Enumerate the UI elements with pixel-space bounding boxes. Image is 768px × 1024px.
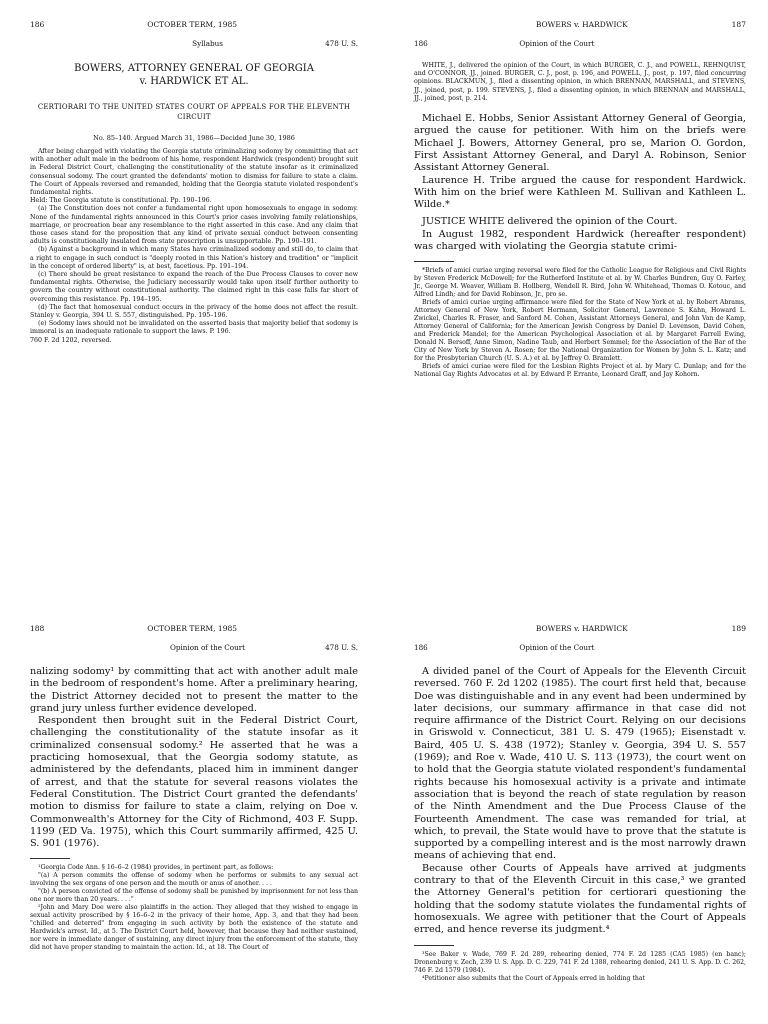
reversed-line: 760 F. 2d 1202, reversed. xyxy=(30,336,112,344)
certiorari-line: CERTIORARI TO THE UNITED STATES COURT OF APPEALS FOR THE ELEVENTH CIRCUIT xyxy=(37,103,351,121)
holding-b: (b) Against a background in which many States have criminalized sodomy and still do, to claim that a right to engage in such conduct is "deeply rooted in this Nation's history and tradition" or "implicit in the concept of ordered liberty" is, at best, facetious. Pp. 191–194. xyxy=(30,246,358,270)
footnote-3: ³See Baker v. Wade, 769 F. 2d 289, rehearing denied, 774 F. 2d 1285 (CA5 1985) (en banc); Dronenburg v. Zech, 239 U. S. App. D. C. 229, 741 F. 2d 1388, rehearing denied, 241 U. S. App. D. C. 262, 746 F. 2d 1579 (1984). xyxy=(414,950,746,974)
running-title: BOWERS v. HARDWICK xyxy=(535,624,628,633)
district-court-paragraph: Respondent then brought suit in the Federal District Court, challenging the constitutionality of the statute insofar as it criminalized consensual sodomy.² He asserted that he was a practicing homosexual, that the Georgia sodomy statute, as administered by the defendants, placed him in imminent danger of arrest, and that the statute for several reasons violates the Federal Constitution. The District Court granted the defendants' motion to dismiss for failure to state a claim, relying on Doe v. Commonwealth's Attorney for the City of Richmond, 403 F. Supp. 1199 (ED Va. 1975), which this Court summarily affirmed, 425 U. S. 901 (1976). xyxy=(30,715,358,850)
sub-head xyxy=(30,39,358,48)
running-title: BOWERS v. HARDWICK xyxy=(535,20,628,29)
page-187 xyxy=(392,0,764,500)
continued-paragraph: nalizing sodomy¹ by committing that act with another adult male in the bedroom of respondent's home. After a preliminary hearing, the District Attorney decided not to present the matter to the grand jury unless further evidence developed. xyxy=(30,666,358,714)
sub-head xyxy=(414,39,746,48)
section-label: Opinion of the Court xyxy=(170,643,246,652)
running-head xyxy=(414,20,746,29)
footnote-1: ¹Georgia Code Ann. § 16–6–2 (1984) provides, in pertinent part, as follows: xyxy=(38,864,274,872)
holding-a: (a) The Constitution does not confer a fundamental right upon homosexuals to engage in sodomy. None of the fundamental rights announced in this Court's prior cases involving family relationships, marriage, or procreation bear any resemblance to the right asserted in this case. And any claim that those cases stand for the proposition that any kind of private sexual conduct between consenting adults is constitutionally insulated from state proscription is unsupportable. Pp. 190–191. xyxy=(30,205,358,246)
held-line: Held: The Georgia statute is constitutional. Pp. 190–196. xyxy=(30,197,212,205)
running-head xyxy=(414,624,746,633)
section-label: Opinion of the Court xyxy=(519,39,595,48)
term-heading: OCTOBER TERM, 1985 xyxy=(147,624,238,633)
page-number: 188 xyxy=(30,624,45,633)
footnote-rule xyxy=(30,858,70,859)
sub-head xyxy=(30,643,358,652)
joiners-paragraph: WHITE, J., delivered the opinion of the Court, in which BURGER, C. J., and POWELL, REHNQUIST, and O'CONNOR, JJ., joined. BURGER, C. J., post, p. 196, and POWELL, J., post, p. 197, filed concurring opinions. BLACKMUN, J., filed a dissenting opinion, in which BRENNAN, MARSHALL, and STEVENS, JJ., joined, post, p. 199. STEVENS, J., filed a dissenting opinion, in which BRENNAN and MARSHALL, JJ., joined, post, p. 214. xyxy=(414,62,746,102)
syllabus-summary: After being charged with violating the Georgia statute criminalizing sodomy by committing that act with another adult male in the bedroom of his home, respondent Hardwick (respondent) brought suit in Federal District Court, challenging the constitutionality of the statute insofar as it criminalized consensual sodomy. The court granted the defendants' motion to dismiss for failure to state a claim. The Court of Appeals reversed and remanded, holding that the Georgia statute violated respondent's fundamental rights. xyxy=(30,148,358,197)
appeals-paragraph: A divided panel of the Court of Appeals for the Eleventh Circuit reversed. 760 F. 2d 1202 (1985). The court first held that, because Doe was distinguishable and in any event had been undermined by later decisions, our summary affirmance in that case did not require affirmance of the District Court. Relying on our decisions in Griswold v. Connecticut, 381 U. S. 479 (1965); Eisenstadt v. Baird, 405 U. S. 438 (1972); Stanley v. Georgia, 394 U. S. 557 (1969); and Roe v. Wade, 410 U. S. 113 (1973), the court went on to hold that the Georgia statute violated respondent's fundamental rights because his homosexual activity is a private and intimate association that is beyond the reach of state regulation by reason of the Ninth Amendment and the Due Process Clause of the Fourteenth Amendment. The case was remanded for trial, at which, to prevail, the State would have to prove that the statute is supported by a compelling interest and is the most narrowly drawn means of achieving that end. xyxy=(414,666,746,862)
volume-label: 478 U. S. xyxy=(325,643,358,652)
footnote-1a: "(a) A person commits the offense of sodomy when he performs or submits to any sexual act involving the sex organs of one person and the mouth or anus of another. . . . xyxy=(30,872,358,888)
section-label: Syllabus xyxy=(192,39,223,48)
page-number: 187 xyxy=(731,20,746,29)
footnote-reversal-amici: *Briefs of amici curiae urging reversal were filed for the Catholic League for Religious and Civil Rights by Steven Frederick McDowell; for the Rutherford Institute et al. by W. Charles Bundren, Guy O. Farley, Jr., George M. Weaver, William B. Hollberg, Wendell R. Bird, John W. Whitehead, Thomas O. Kotouc, and Alfred Lindh; and for David Robinson, Jr., pro se. xyxy=(414,267,746,299)
volume-label: 478 U. S. xyxy=(325,39,358,48)
page-number: 186 xyxy=(30,20,45,29)
footnote-other-amici: Briefs of amici curiae were filed for the Lesbian Rights Project et al. by Mary C. Dunlap; and for the National Gay Rights Advocates et al. by Edward P. Errante, Leonard Graff, and Jay Kohorn. xyxy=(414,363,746,379)
case-title: BOWERS, ATTORNEY GENERAL OF GEORGIA v. HARDWICK ET AL. xyxy=(74,63,314,87)
footnote-4: ⁴Petitioner also submits that the Court of Appeals erred in holding that xyxy=(422,974,646,982)
footnote-affirmance-amici: Briefs of amici curiae urging affirmance were filed for the State of New York et al. by Robert Abrams, Attorney General of New York, Robert Hermann, Solicitor General, Lawrence S. Kahn, Howard L. Zwickel, Charles R. Fraser, and Sanford M. Cohen, Assistant Attorneys General, and John Van de Kamp, Attorney General of California; for the American Jewish Congress by Daniel D. Levenson, David Cohen, and Frederick Mandel; for the American Psychological Association et al. by Margaret Farrell Ewing, Donald N. Bersoff, Anne Simon, Nadine Taub, and Herbert Semmel; for the Association of the Bar of the City of New York by Steven A. Rosen; for the National Organization for Women by John S. L. Katz; and for the Presbyterian Church (U. S. A.) et al. by Jeffrey O. Bramlett. xyxy=(414,299,746,363)
page-186 xyxy=(0,0,372,500)
section-label: Opinion of the Court xyxy=(519,643,595,652)
left-page-ref: 186 xyxy=(414,39,428,48)
holding-c: (c) There should be great resistance to expand the reach of the Due Process Clauses to cover new fundamental rights. Otherwise, the Judiciary necessarily would take upon itself further authority to govern the country without constitutional authority. The claimed right in this case falls far short of overcoming this resistance. Pp. 194–195. xyxy=(30,271,358,303)
counsel-respondent: Laurence H. Tribe argued the cause for respondent Hardwick. With him on the brief were Kathleen M. Sullivan and Kathleen L. Wilde.* xyxy=(414,174,746,211)
counsel-petitioner: Michael E. Hobbs, Senior Assistant Attorney General of Georgia, argued the cause for petitioner. With him on the briefs were Michael J. Bowers, Attorney General, pro se, Marion O. Gordon, First Assistant Attorney General, and Daryl A. Robinson, Senior Assistant Attorney General. xyxy=(414,113,746,174)
delivered-line: JUSTICE WHITE delivered the opinion of the Court. xyxy=(422,216,678,228)
running-head xyxy=(30,624,358,633)
certiorari-paragraph: Because other Courts of Appeals have arrived at judgments contrary to that of the Eleventh Circuit in this case,³ we granted the Attorney General's petition for certiorari questioning the holding that the sodomy statute violates the fundamental rights of homosexuals. We agree with petitioner that the Court of Appeals erred, and hence reverse its judgment.⁴ xyxy=(414,862,746,936)
opening-paragraph: In August 1982, respondent Hardwick (hereafter respondent) was charged with violating the Georgia statute crimi- xyxy=(414,228,746,252)
holding-d: (d) The fact that homosexual conduct occurs in the privacy of the home does not affect the result. Stanley v. Georgia, 394 U. S. 557, distinguished. Pp. 195–196. xyxy=(30,303,358,320)
left-page-ref: 186 xyxy=(414,643,428,652)
footnote-1b: "(b) A person convicted of the offense of sodomy shall be punished by imprisonment for not less than one nor more than 20 years. . . ." xyxy=(30,888,358,904)
term-heading: OCTOBER TERM, 1985 xyxy=(147,20,238,29)
page-number: 189 xyxy=(731,624,746,633)
footnote-rule xyxy=(414,945,454,946)
footnote-2: ²John and Mary Doe were also plaintiffs in the action. They alleged that they wished to engage in sexual activity proscribed by § 16–6–2 in the privacy of their home, App. 3, and that they had been "chilled and deterred" from engaging in such activity by both the existence of the statute and Hardwick's arrest. Id., at 5. The District Court held, however, that because they had neither sustained, nor were in immediate danger of sustaining, any direct injury from the enforcement of the statute, they did not have proper standing to maintain the action. Id., at 18. The Court of xyxy=(30,904,358,952)
page-188 xyxy=(0,512,372,1012)
running-head xyxy=(30,20,358,29)
holding-e: (e) Sodomy laws should not be invalidated on the asserted basis that majority belief that sodomy is immoral is an inadequate rationale to support the laws. P. 196. xyxy=(30,320,358,336)
footnote-rule xyxy=(414,261,454,262)
sub-head xyxy=(414,643,746,652)
docket-line: No. 85–140. Argued March 31, 1986—Decided June 30, 1986 xyxy=(93,134,295,142)
page-189 xyxy=(392,512,764,1012)
